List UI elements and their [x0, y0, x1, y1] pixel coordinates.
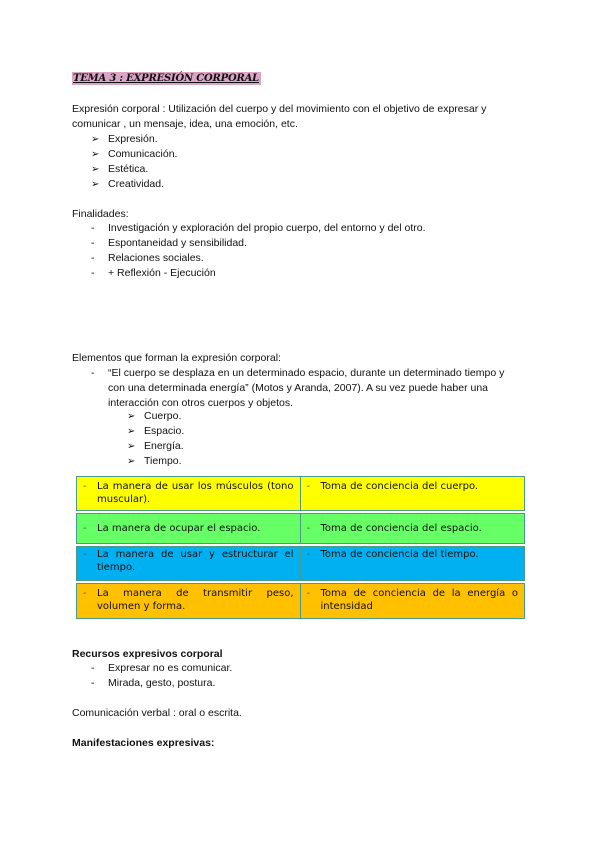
finalidades-heading: Finalidades:: [72, 208, 129, 220]
elementos-quote: [91, 366, 548, 411]
list-item: ➢ Expresión.: [91, 133, 158, 145]
document-title: TEMA 3 : EXPRESIÓN CORPORAL: [73, 73, 259, 84]
list-item: - Mirada, gesto, postura.: [91, 677, 216, 689]
table-cell: - Toma de conciencia del cuerpo.: [301, 477, 525, 510]
arrow-bullet-icon: ➢: [127, 456, 136, 467]
list-item: ➢ Energía.: [127, 440, 184, 452]
intro-line-2: comunicar , un mensaje, idea, una emoción, etc.: [72, 118, 298, 130]
dash-bullet-icon: -: [83, 481, 87, 492]
dash-bullet-icon: -: [91, 662, 95, 674]
list-item: - Investigación y exploración del propio cuerpo, del entorno y del otro.: [91, 222, 426, 234]
list-item: ➢ Estética.: [91, 163, 149, 175]
table-cell: - La manera de transmitir peso, volumen y forma.: [77, 584, 301, 618]
arrow-bullet-icon: ➢: [91, 149, 100, 160]
dash-bullet-icon: -: [91, 252, 95, 264]
elementos-list: [127, 409, 185, 469]
table-cell: - La manera de usar y estructurar el tiempo.: [77, 547, 301, 580]
list-item: ➢ Creatividad.: [91, 178, 165, 190]
table-cell: - La manera de ocupar el espacio.: [77, 514, 301, 543]
list-item: - Relaciones sociales.: [91, 252, 204, 264]
arrow-bullet-icon: ➢: [91, 179, 100, 190]
dash-bullet-icon: -: [83, 523, 87, 534]
dash-bullet-icon: -: [91, 677, 95, 689]
list-item: ➢ Cuerpo.: [127, 410, 182, 422]
list-item: ➢ Tiempo.: [127, 455, 182, 467]
dash-bullet-icon: -: [306, 523, 311, 534]
table-cell: - La manera de usar los músculos (tono muscular).: [77, 477, 301, 510]
table-row: [76, 476, 525, 511]
table-cell: - Toma de conciencia de la energía o intensidad: [301, 584, 525, 618]
arrow-bullet-icon: ➢: [127, 411, 136, 422]
intro-line-1: Expresión corporal : Utilización del cuerpo y del movimiento con el objetivo de expresar y: [72, 103, 487, 115]
arrow-bullet-icon: ➢: [91, 164, 100, 175]
dash-bullet-icon: -: [306, 549, 311, 560]
dash-bullet-icon: -: [306, 588, 311, 599]
table-row: [76, 546, 525, 581]
finalidades-list: [91, 221, 426, 281]
quote-line-3: interacción con otros cuerpos y objetos.: [108, 397, 294, 409]
list-item: - Espontaneidad y sensibilidad.: [91, 237, 247, 249]
quote-line-2: con una determinada energía” (Motos y Aranda, 2007). A su vez puede haber una: [108, 382, 489, 394]
dash-bullet-icon: -: [83, 588, 87, 599]
dash-bullet-icon: -: [91, 222, 95, 234]
dash-bullet-icon: -: [306, 481, 311, 492]
list-item: ➢ Espacio.: [127, 425, 185, 437]
arrow-bullet-icon: ➢: [91, 134, 100, 145]
comunicacion-verbal: Comunicación verbal : oral o escrita.: [72, 707, 242, 719]
elements-table: [76, 476, 525, 621]
table-cell: - Toma de conciencia del espacio.: [301, 514, 525, 543]
list-item: ➢ Comunicación.: [91, 148, 178, 160]
manifestaciones-heading: Manifestaciones expresivas:: [72, 737, 215, 749]
arrow-bullet-icon: ➢: [127, 441, 136, 452]
recursos-list: [91, 661, 233, 691]
quote-line-1: “El cuerpo se desplaza en un determinado espacio, durante un determinado tiempo y: [108, 367, 505, 379]
intro-paragraph: [72, 102, 542, 132]
table-row: [76, 513, 525, 544]
table-row: [76, 583, 525, 619]
dash-bullet-icon: -: [91, 237, 95, 249]
list-item: - Expresar no es comunicar.: [91, 662, 233, 674]
dash-bullet-icon: -: [91, 267, 95, 279]
table-cell: - Toma de conciencia del tiempo.: [301, 547, 525, 580]
elementos-heading: Elementos que forman la expresión corporal:: [72, 352, 281, 364]
recursos-heading: Recursos expresivos corporal: [72, 648, 223, 660]
dash-bullet-icon: -: [91, 367, 95, 379]
intro-list: [91, 132, 178, 192]
arrow-bullet-icon: ➢: [127, 426, 136, 437]
list-item: - + Reflexión - Ejecución: [91, 267, 216, 279]
dash-bullet-icon: -: [83, 549, 87, 560]
